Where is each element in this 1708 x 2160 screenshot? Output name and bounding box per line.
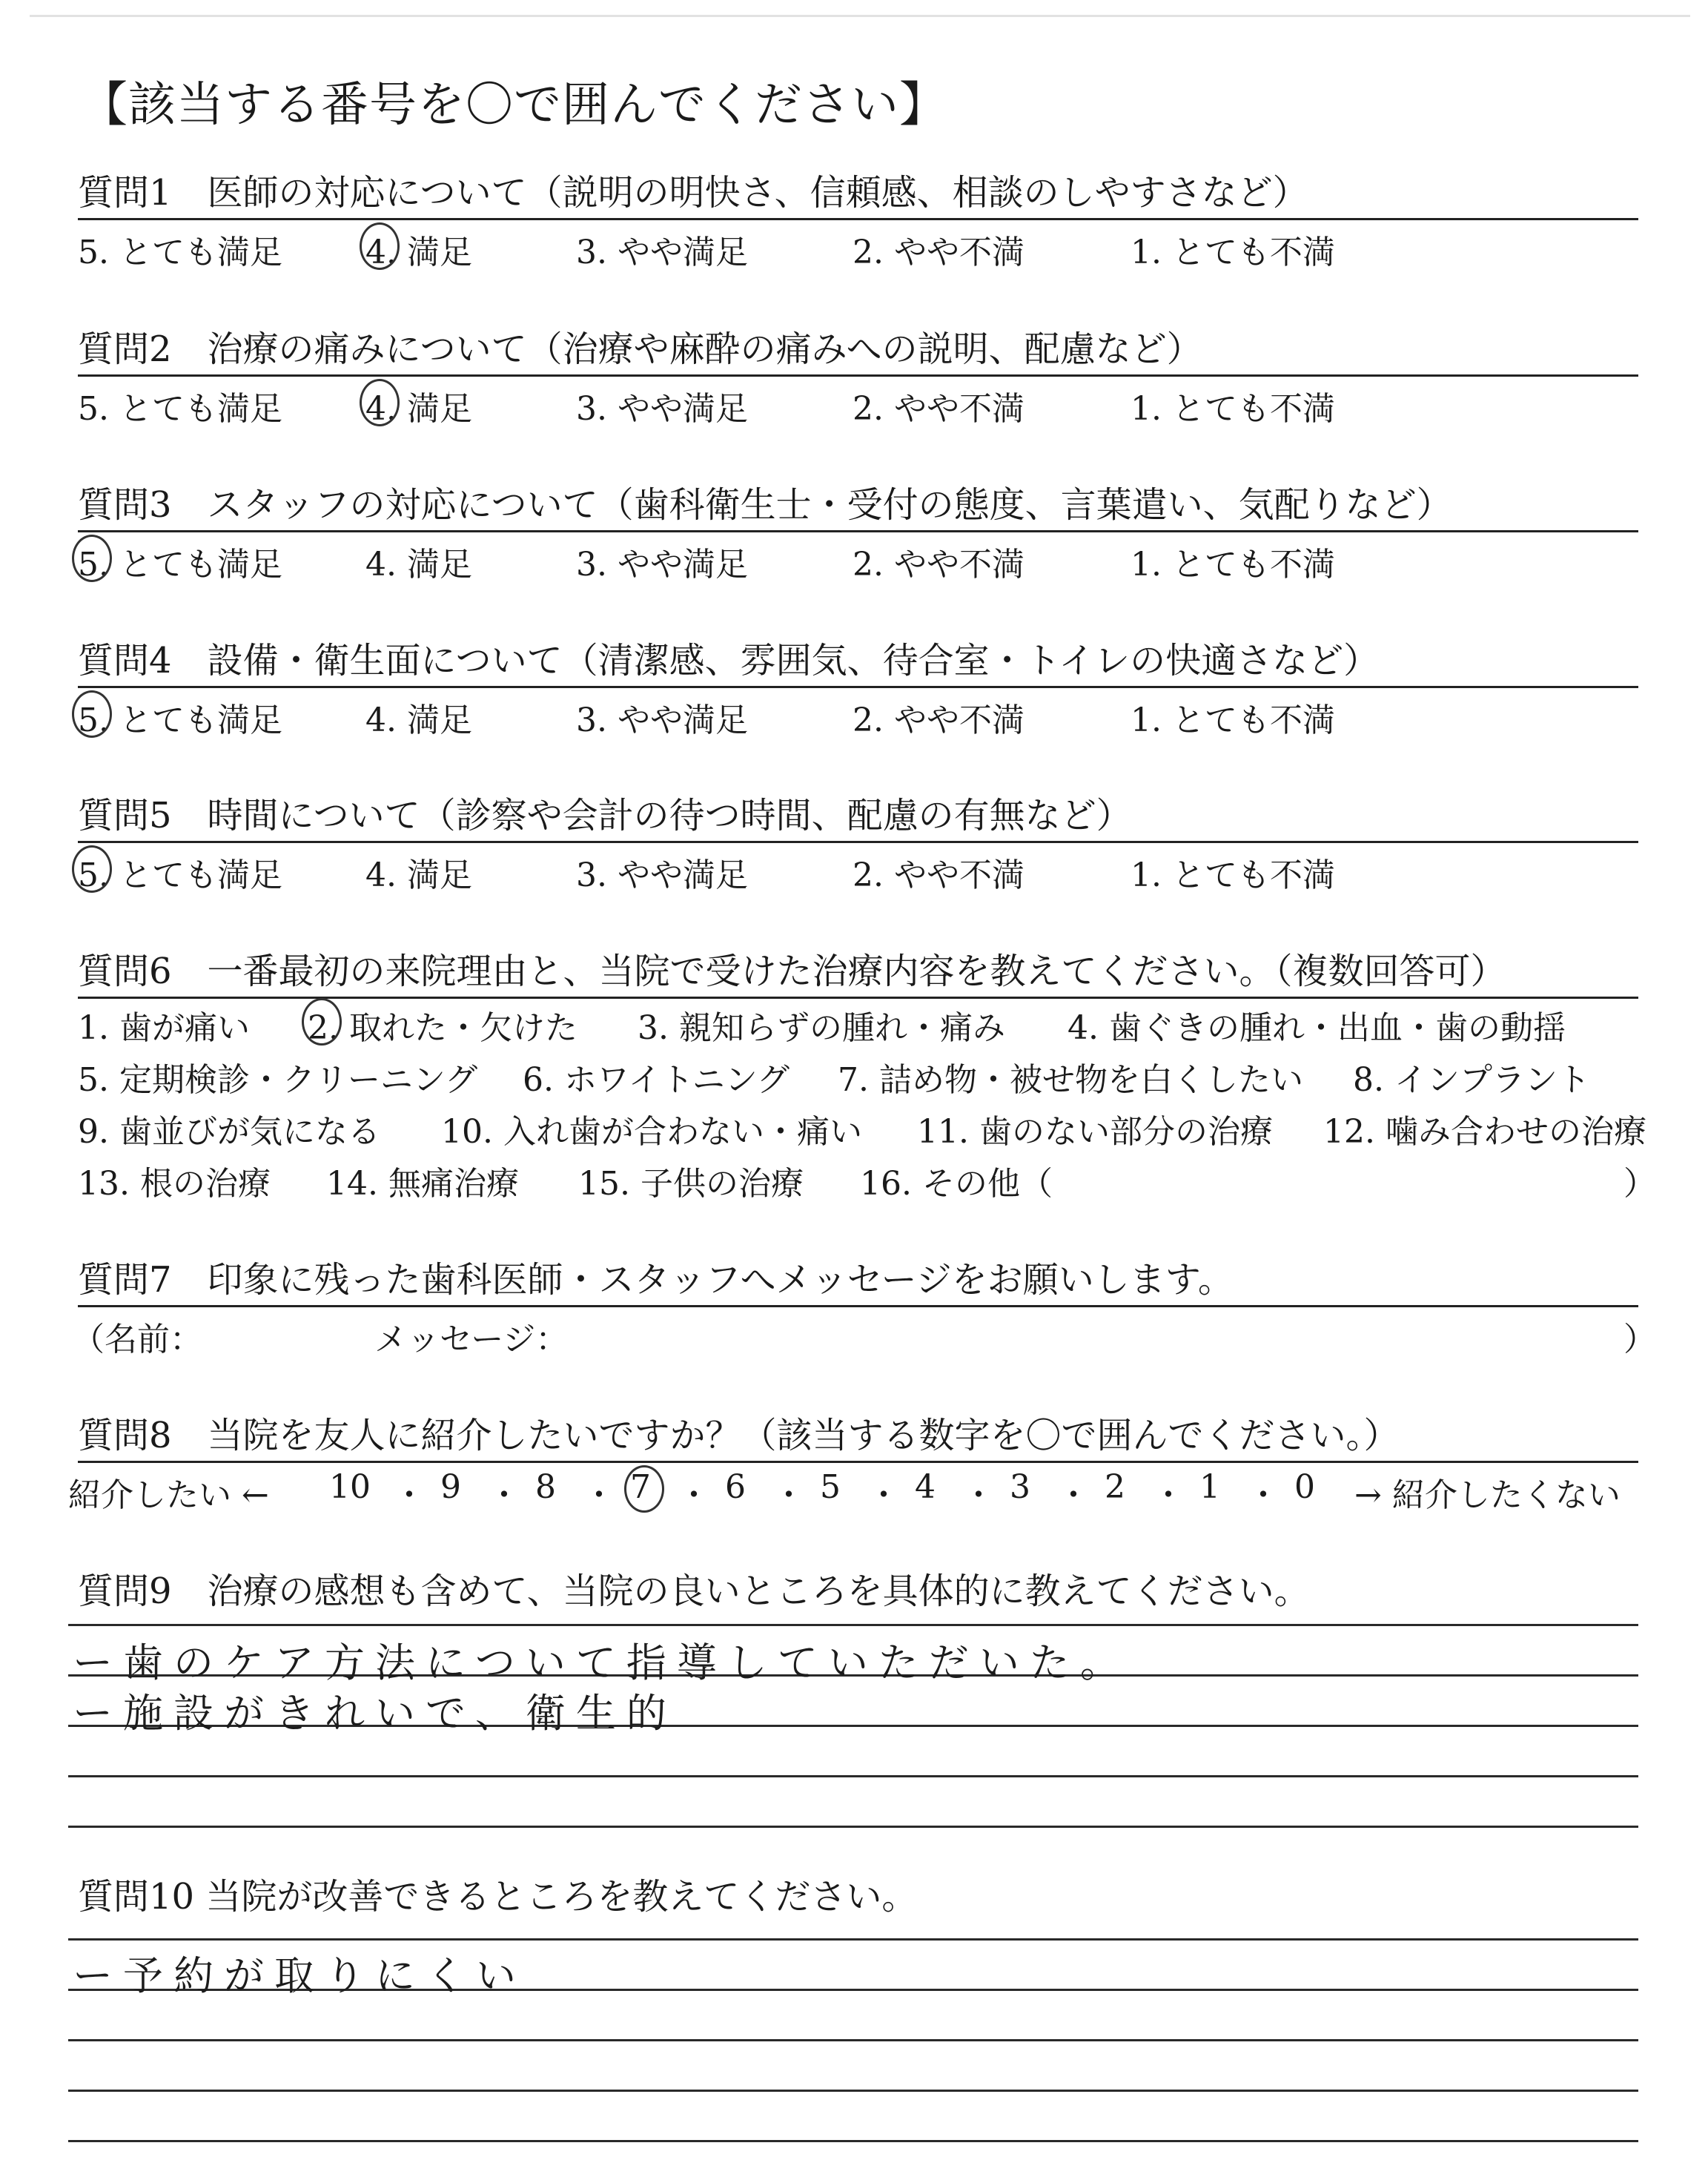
scale-0[interactable]: 0 (1294, 1468, 1315, 1506)
q6-option-15[interactable]: 15. 子供の治療 (578, 1165, 804, 1203)
q6-option-3[interactable]: 3. 親知らずの腫れ・痛み (638, 1009, 1005, 1047)
q3-option-5-circled[interactable]: 5. とても満足 (78, 538, 282, 585)
question-5-title: 質問5 時間について（診察や会計の待つ時間、配慮の有無など） (78, 795, 1132, 836)
scale-6[interactable]: 6 (725, 1468, 746, 1506)
q7-name-label: （名前： (72, 1321, 202, 1358)
question-5 (78, 787, 1642, 894)
answer-line (68, 2039, 1638, 2041)
scale-dot: ・ (488, 1476, 520, 1514)
q4-option-3[interactable]: 3. やや満足 (576, 701, 748, 739)
question-6-title: 質問6 一番最初の来院理由と、当院で受けた治療内容を教えてください。（複数回答可） (78, 951, 1506, 992)
scale-5[interactable]: 5 (820, 1468, 841, 1506)
question-2 (78, 321, 1642, 428)
question-2-title: 質問2 治療の痛みについて（治療や麻酔の痛みへの説明、配慮など） (78, 328, 1202, 370)
q6-option-7[interactable]: 7. 詰め物・被せ物を白くしたい (838, 1061, 1303, 1099)
answer-line (68, 1775, 1638, 1777)
q6-option-13[interactable]: 13. 根の治療 (78, 1165, 271, 1203)
q4-option-5-circled[interactable]: 5. とても満足 (78, 693, 282, 741)
q1-option-4-circled[interactable]: 4. 満足 (365, 225, 472, 273)
scale-9[interactable]: 9 (440, 1468, 461, 1506)
q1-option-1[interactable]: 1. とても不満 (1131, 234, 1335, 271)
q10-answer-1[interactable]: ー予約が取りにくい (73, 1952, 526, 1999)
q6-option-16[interactable]: 16. その他（ (860, 1165, 1053, 1203)
answer-line (68, 1938, 1638, 1941)
answer-line (68, 1624, 1638, 1626)
scale-dot: ・ (393, 1476, 426, 1514)
q6-option-10[interactable]: 10. 入れ歯が合わない・痛い (441, 1113, 862, 1151)
answer-line (68, 2090, 1638, 2092)
scale-dot: ・ (1152, 1476, 1185, 1514)
scale-dot: ・ (583, 1476, 615, 1514)
q6-option-5[interactable]: 5. 定期検診・クリーニング (78, 1061, 478, 1099)
q6-option-14[interactable]: 14. 無痛治療 (326, 1165, 519, 1203)
question-1-title: 質問1 医師の対応について（説明の明快さ、信頼感、相談のしやすさなど） (78, 172, 1308, 214)
q6-option-8[interactable]: 8. インプラント (1353, 1061, 1590, 1099)
q4-option-1[interactable]: 1. とても不満 (1131, 701, 1335, 739)
q6-option-12[interactable]: 12. 噛み合わせの治療 (1323, 1113, 1646, 1151)
scale-right-label: → 紹介したくない (1354, 1476, 1621, 1514)
q5-option-1[interactable]: 1. とても不満 (1131, 856, 1335, 894)
q5-option-5-circled[interactable]: 5. とても満足 (78, 848, 282, 896)
q6-option-9[interactable]: 9. 歯並びが気になる (78, 1113, 380, 1151)
recommend-scale (68, 1468, 1640, 1513)
q2-option-5[interactable]: 5. とても満足 (78, 390, 282, 428)
q2-option-3[interactable]: 3. やや満足 (576, 390, 748, 428)
q6-close-paren: ） (1623, 1165, 1656, 1203)
q6-option-11[interactable]: 11. 歯のない部分の治療 (917, 1113, 1273, 1151)
scale-dot: ・ (772, 1476, 805, 1514)
q2-option-2[interactable]: 2. やや不満 (853, 390, 1025, 428)
scale-3[interactable]: 3 (1010, 1468, 1030, 1506)
question-9-title: 質問9 治療の感想も含めて、当院の良いところを具体的に教えてください。 (78, 1571, 1310, 1612)
form-heading: 【該当する番号を〇で囲んでください】 (80, 78, 947, 133)
scale-1[interactable]: 1 (1199, 1468, 1220, 1506)
question-3-title: 質問3 スタッフの対応について（歯科衛生士・受付の態度、言葉遣い、気配りなど） (78, 484, 1452, 526)
question-1 (78, 165, 1642, 271)
q9-answer-2[interactable]: ー施設がきれいで、衛生的 (73, 1690, 677, 1737)
scale-8[interactable]: 8 (535, 1468, 556, 1506)
q1-option-5[interactable]: 5. とても満足 (78, 234, 282, 271)
scale-dot: ・ (962, 1476, 995, 1514)
scale-dot: ・ (1247, 1476, 1280, 1514)
q6-option-2-circled[interactable]: 2. 取れた・欠けた (308, 1001, 577, 1048)
question-7-title: 質問7 印象に残った歯科医師・スタッフへメッセージをお願いします。 (78, 1259, 1234, 1301)
question-8-title: 質問8 当院を友人に紹介したいですか？（該当する数字を〇で囲んでください。） (78, 1415, 1400, 1456)
question-4-title: 質問4 設備・衛生面について（清潔感、雰囲気、待合室・トイレの快適さなど） (78, 640, 1380, 681)
answer-line (68, 2140, 1638, 2142)
question-4 (78, 633, 1642, 739)
q4-option-4[interactable]: 4. 満足 (365, 701, 472, 739)
scale-dot: ・ (678, 1476, 710, 1514)
q5-option-3[interactable]: 3. やや満足 (576, 856, 748, 894)
q6-option-1[interactable]: 1. 歯が痛い (78, 1009, 250, 1047)
scale-2[interactable]: 2 (1105, 1468, 1125, 1506)
q6-option-4[interactable]: 4. 歯ぐきの腫れ・出血・歯の動揺 (1068, 1009, 1566, 1047)
answer-line (68, 1826, 1638, 1828)
q2-option-4-circled[interactable]: 4. 満足 (365, 382, 472, 429)
q1-option-3[interactable]: 3. やや満足 (576, 234, 748, 271)
q2-option-1[interactable]: 1. とても不満 (1131, 390, 1335, 428)
q3-option-1[interactable]: 1. とても不満 (1131, 546, 1335, 584)
q9-answer-1[interactable]: ー歯のケア方法について指導していただいた。 (73, 1639, 1131, 1686)
q3-option-2[interactable]: 2. やや不満 (853, 546, 1025, 584)
q3-option-4[interactable]: 4. 満足 (365, 546, 472, 584)
q1-option-2[interactable]: 2. やや不満 (853, 234, 1025, 271)
scale-dot: ・ (1057, 1476, 1090, 1514)
top-border (30, 15, 1690, 17)
question-3 (78, 477, 1642, 584)
q3-option-3[interactable]: 3. やや満足 (576, 546, 748, 584)
scale-left-label: 紹介したい ← (68, 1476, 269, 1514)
q4-option-2[interactable]: 2. やや不満 (853, 701, 1025, 739)
scale-10[interactable]: 10 (329, 1468, 371, 1506)
q6-option-6[interactable]: 6. ホワイトニング (523, 1061, 790, 1099)
q7-close-paren: ） (1623, 1321, 1656, 1358)
q7-message-label: メッセージ： (374, 1321, 569, 1358)
scale-dot: ・ (867, 1476, 900, 1514)
scale-7-circled[interactable]: 7 (630, 1468, 651, 1506)
q5-option-4[interactable]: 4. 満足 (365, 856, 472, 894)
scale-4[interactable]: 4 (915, 1468, 936, 1506)
question-10-title: 質問10 当院が改善できるところを教えてください。 (78, 1876, 918, 1918)
q5-option-2[interactable]: 2. やや不満 (853, 856, 1025, 894)
